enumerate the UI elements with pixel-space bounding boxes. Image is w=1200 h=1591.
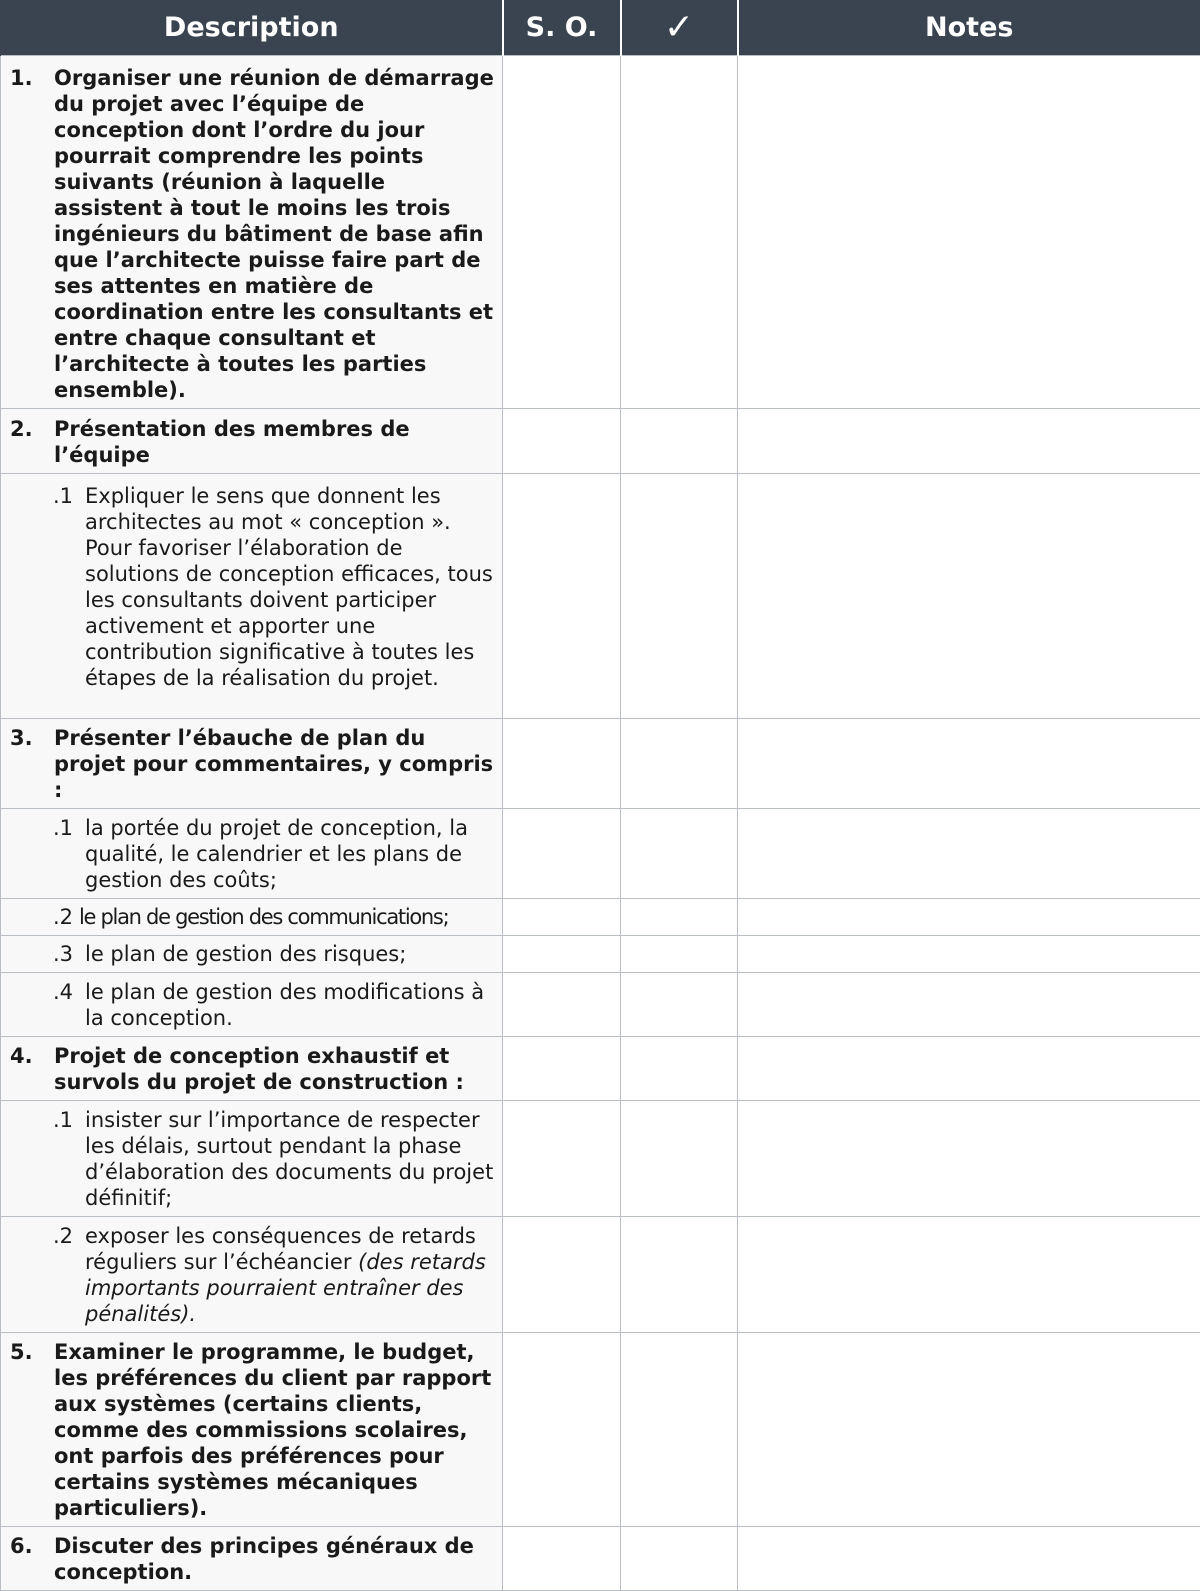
so-cell[interactable] [503,1333,621,1527]
notes-cell[interactable] [738,936,1200,973]
item-text: Présentation des membres de l’équipe [54,416,496,468]
item-number: .3 [53,941,85,967]
notes-cell[interactable] [738,1217,1200,1333]
description-cell [1,809,503,899]
so-cell[interactable] [503,474,621,719]
description-cell [1,1527,503,1591]
notes-cell[interactable] [738,973,1200,1037]
check-cell[interactable] [621,1217,738,1333]
item-number: 6. [10,1533,54,1585]
table-row [1,899,1200,936]
description-cell [1,1101,503,1217]
so-cell[interactable] [503,936,621,973]
table-row [1,719,1200,809]
notes-cell[interactable] [738,1101,1200,1217]
so-cell[interactable] [503,56,621,409]
table-row [1,809,1200,899]
so-cell[interactable] [503,719,621,809]
notes-cell[interactable] [738,1527,1200,1591]
item-number: .1 [53,1107,85,1211]
item-text: exposer les conséquences de retards réguliers sur l’échéancier [85,1224,476,1274]
notes-cell[interactable] [738,409,1200,474]
notes-cell[interactable] [738,719,1200,809]
description-cell [1,474,503,719]
table-row [1,1527,1200,1591]
table-row [1,409,1200,474]
so-cell[interactable] [503,409,621,474]
check-cell[interactable] [621,474,738,719]
description-cell [1,56,503,409]
check-cell[interactable] [621,1333,738,1527]
table-row [1,1037,1200,1101]
check-cell[interactable] [621,1037,738,1101]
checkmark-icon: ✓ [664,10,694,46]
header-check [621,0,738,56]
table-row [1,474,1200,719]
item-number: .2 [53,904,79,930]
so-cell[interactable] [503,809,621,899]
header-so: S. O. [503,0,621,56]
check-cell[interactable] [621,936,738,973]
description-cell [1,1037,503,1101]
check-cell[interactable] [621,56,738,409]
description-cell [1,1333,503,1527]
check-cell[interactable] [621,1101,738,1217]
description-cell [1,899,503,936]
item-number: .1 [53,815,85,893]
item-text: Discuter des principes généraux de conception. [54,1533,496,1585]
notes-cell[interactable] [738,56,1200,409]
item-number: 5. [10,1339,54,1521]
item-text: la portée du projet de conception, la qualité, le calendrier et les plans de gestion des coûts; [85,815,496,893]
item-text-italic: (des retards importants pourraient entraîner des pénalités). [85,1250,486,1326]
notes-cell[interactable] [738,899,1200,936]
description-cell [1,719,503,809]
description-cell [1,936,503,973]
item-text: Organiser une réunion de démarrage du projet avec l’équipe de conception dont l’ordre du jour pourrait comprendre les points suivants (réunion à laquelle assistent à tout le moins les trois ingénieurs du bâtiment de base afin que l’architecte puisse faire part de ses attentes en matière de coordination entre les consultants et entre chaque consultant et l’architecte à toutes les parties ensemble). [54,65,496,403]
item-number: .4 [53,979,85,1031]
header-notes: Notes [738,0,1200,56]
notes-cell[interactable] [738,809,1200,899]
so-cell[interactable] [503,1101,621,1217]
table-row [1,936,1200,973]
header-description: Description [1,0,503,56]
table-row [1,1101,1200,1217]
item-text: Projet de conception exhaustif et survols du projet de construction : [54,1043,496,1095]
table-row [1,1217,1200,1333]
so-cell[interactable] [503,899,621,936]
so-cell[interactable] [503,1527,621,1591]
item-text: le plan de gestion des modifications à la conception. [85,979,496,1031]
so-cell[interactable] [503,973,621,1037]
notes-cell[interactable] [738,1333,1200,1527]
item-text: Expliquer le sens que donnent les architectes au mot « conception ». Pour favoriser l’élaboration de solutions de conception efficaces, tous les consultants doivent participer activement et apporter une contribution significative à toutes les étapes de la réalisation du projet. [85,483,496,691]
item-number: 2. [10,416,54,468]
description-cell [1,973,503,1037]
item-number: 1. [10,65,54,403]
description-cell [1,1217,503,1333]
so-cell[interactable] [503,1217,621,1333]
item-number: .1 [53,483,85,691]
item-text: le plan de gestion des communications; [79,904,496,930]
item-text: le plan de gestion des risques; [85,941,496,967]
check-cell[interactable] [621,899,738,936]
header-row [1,0,1200,56]
notes-cell[interactable] [738,1037,1200,1101]
so-cell[interactable] [503,1037,621,1101]
check-cell[interactable] [621,719,738,809]
item-text: insister sur l’importance de respecter les délais, surtout pendant la phase d’élaboration des documents du projet définitif; [85,1107,496,1211]
description-cell [1,409,503,474]
check-cell[interactable] [621,409,738,474]
check-cell[interactable] [621,973,738,1037]
table-row [1,1333,1200,1527]
item-number: 4. [10,1043,54,1095]
table-row [1,973,1200,1037]
table-row [1,56,1200,409]
item-number: 3. [10,725,54,803]
item-text: Examiner le programme, le budget, les préférences du client par rapport aux systèmes (certains clients, comme des commissions scolaires, ont parfois des préférences pour certains systèmes mécaniques particuliers). [54,1339,496,1521]
check-cell[interactable] [621,1527,738,1591]
item-text: Présenter l’ébauche de plan du projet pour commentaires, y compris : [54,725,496,803]
notes-cell[interactable] [738,474,1200,719]
item-number: .2 [53,1223,85,1327]
check-cell[interactable] [621,809,738,899]
